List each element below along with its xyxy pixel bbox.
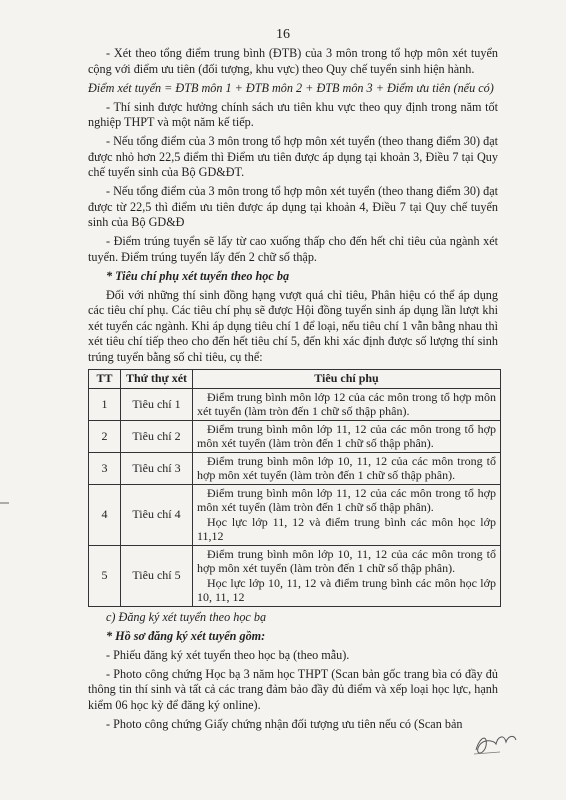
header-tt: TT (89, 369, 121, 388)
header-order: Thứ thự xét (121, 369, 193, 388)
table-row (89, 545, 501, 606)
row-tt: 4 (89, 484, 121, 545)
top-paragraphs (88, 46, 498, 365)
row-order: Tiêu chí 1 (121, 388, 193, 420)
paragraph: * Tiêu chí phụ xét tuyển theo học bạ (106, 268, 290, 283)
criteria-line: Điểm trung bình môn lớp 12 của các môn trong tổ hợp môn xét tuyển (làm tròn đến 1 chữ số thập phân). (197, 389, 496, 418)
paragraph: c) Đăng ký xét tuyển theo học bạ (106, 609, 267, 624)
bottom-paragraphs (88, 610, 498, 733)
row-tt: 2 (89, 420, 121, 452)
criteria-line: Học lực lớp 10, 11, 12 và điểm trung bình các môn học lớp 10, 11, 12 (197, 575, 496, 604)
row-order: Tiêu chí 4 (121, 484, 193, 545)
paragraph: * Hồ sơ đăng ký xét tuyển gồm: (106, 628, 266, 643)
paragraph: - Xét theo tổng điểm trung bình (ĐTB) của 3 môn trong tổ hợp môn xét tuyển cộng với điểm ưu tiên (đối tượng, khu vực) theo Quy chế tuyển sinh hiện hành. (88, 46, 498, 76)
paragraph: Điểm xét tuyển = ĐTB môn 1 + ĐTB môn 2 + ĐTB môn 3 + Điểm ưu tiên (nếu có) (88, 80, 494, 95)
row-tt: 5 (89, 545, 121, 606)
paragraph: Đối với những thí sinh đồng hạng vượt quá chỉ tiêu, Phân hiệu có thể áp dụng các tiêu chí phụ. Các tiêu chí phụ sẽ được Hội đồng tuyển sinh áp dụng lần lượt khi xét tuyển các ngành. Khi áp dụng tiêu chí 1 để loại, nếu tiêu chí 1 vẫn bằng nhau thì xét tiêu chí tiếp theo cho đến hết tiêu chí 5, đến khi xác định được số lượng thí sinh trúng tuyển bằng số chỉ tiêu, cụ thể: (88, 287, 498, 364)
signature-mark (470, 722, 520, 762)
paragraph: - Photo công chứng Học bạ 3 năm học THPT (Scan bản gốc trang bìa có đầy đủ thông tin thí sinh và tất cả các trang đảm bảo đầy đủ điểm và xếp loại học lực, hạnh kiểm 06 học kỳ để đăng ký online). (88, 666, 498, 712)
margin-smudge (0, 500, 10, 506)
paragraph: - Phiếu đăng ký xét tuyển theo học bạ (theo mẫu). (106, 647, 350, 662)
criteria-line: Học lực lớp 11, 12 và điểm trung bình các môn học lớp 11,12 (197, 514, 496, 543)
paragraph: - Điểm trúng tuyển sẽ lấy từ cao xuống thấp cho đến hết chỉ tiêu của ngành xét tuyển. Điểm trúng tuyển lấy đến 2 chữ số thập. (88, 234, 498, 264)
row-criteria (193, 420, 501, 452)
criteria-line: Điểm trung bình môn lớp 10, 11, 12 của các môn trong tổ hợp môn xét tuyển (làm tròn đến 1 chữ số thập phân). (197, 453, 496, 482)
document-body (88, 46, 498, 736)
criteria-table (88, 369, 501, 607)
paragraph: - Nếu tổng điểm của 3 môn trong tổ hợp môn xét tuyển (theo thang điểm 30) đạt được từ 22,5 thì điểm ưu tiên được áp dụng tại khoản 4, Điều 7 tại Quy chế tuyển sinh của Bộ GD&Đ (88, 184, 498, 229)
row-tt: 1 (89, 388, 121, 420)
row-order: Tiêu chí 3 (121, 452, 193, 484)
table-header-row (89, 369, 501, 388)
row-criteria (193, 452, 501, 484)
table-row (89, 484, 501, 545)
paragraph: - Photo công chứng Giấy chứng nhận đối tượng ưu tiên nếu có (Scan bản (106, 716, 463, 731)
criteria-line: Điểm trung bình môn lớp 11, 12 của các môn trong tổ hợp môn xét tuyển (làm tròn đến 1 chữ số thập phân). (197, 421, 496, 450)
row-criteria (193, 388, 501, 420)
row-order: Tiêu chí 5 (121, 545, 193, 606)
table-row (89, 452, 501, 484)
paragraph: - Nếu tổng điểm của 3 môn trong tổ hợp môn xét tuyển (theo thang điểm 30) đạt được nhỏ hơn 22,5 điểm thì Điểm ưu tiên được áp dụng tại khoản 3, Điều 7 tại Quy chế tuyển sinh của Bộ GD&ĐT. (88, 134, 498, 179)
table-row (89, 420, 501, 452)
row-order: Tiêu chí 2 (121, 420, 193, 452)
criteria-line: Điểm trung bình môn lớp 10, 11, 12 của các môn trong tổ hợp môn xét tuyển (làm tròn đến 1 chữ số thập phân). (197, 546, 496, 575)
row-criteria (193, 545, 501, 606)
paragraph: - Thí sinh được hưởng chính sách ưu tiên khu vực theo quy định trong năm tốt nghiệp THPT và một năm kế tiếp. (88, 99, 498, 129)
page-number: 16 (276, 27, 290, 42)
row-criteria (193, 484, 501, 545)
header-criteria: Tiêu chí phụ (193, 369, 501, 388)
table-row (89, 388, 501, 420)
criteria-line: Điểm trung bình môn lớp 11, 12 của các môn trong tổ hợp môn xét tuyển (làm tròn đến 1 chữ số thập phân). (197, 485, 496, 514)
row-tt: 3 (89, 452, 121, 484)
